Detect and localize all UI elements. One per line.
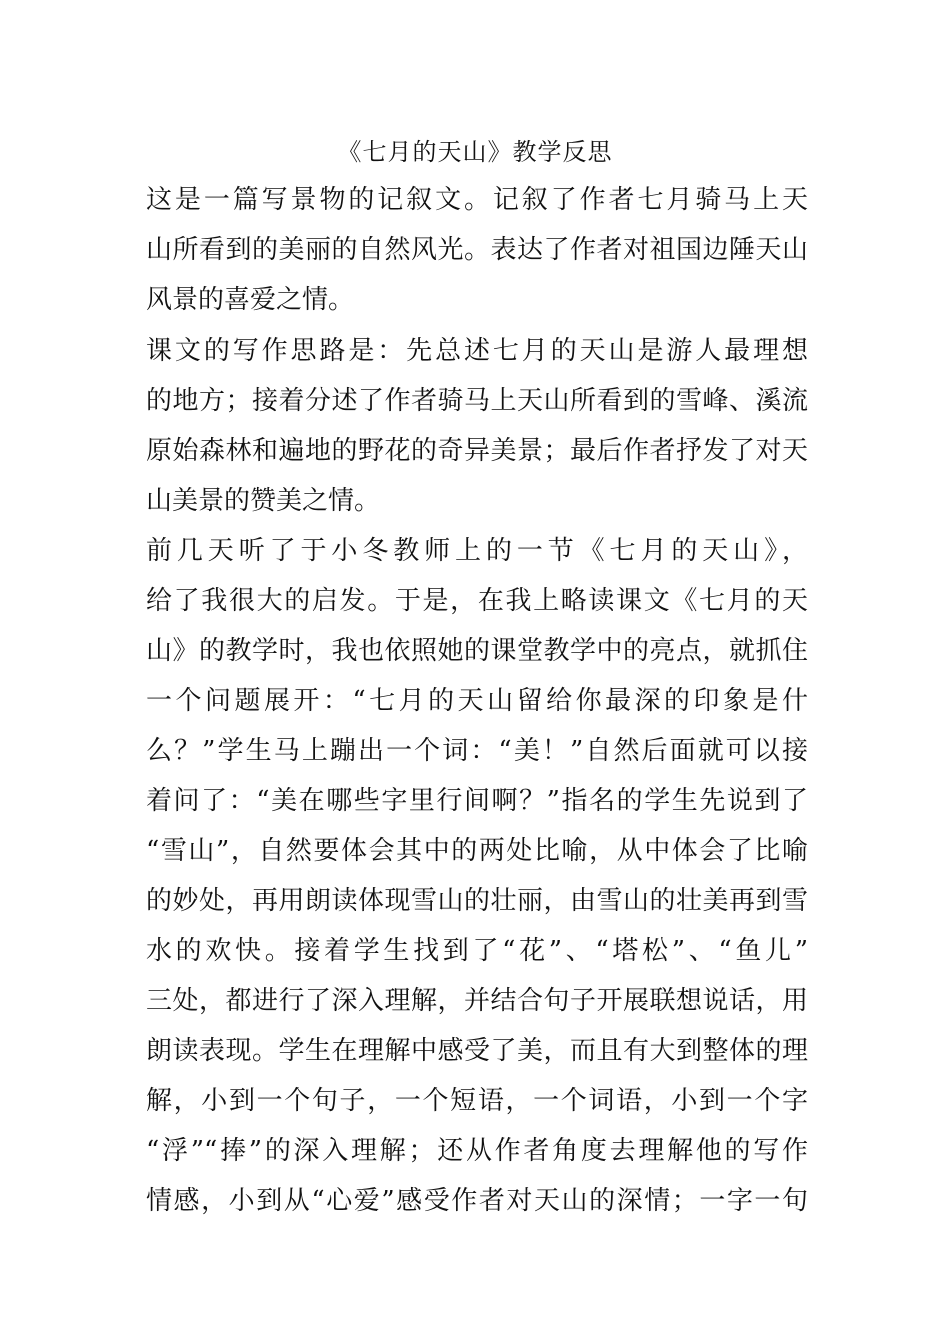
paragraph-line: 的妙处，再用朗读体现雪山的壮丽，由雪山的壮美再到雪: [146, 886, 808, 916]
paragraph-line: 情感，小到从“心爱”感受作者对天山的深情；一字一句: [146, 1186, 808, 1216]
paragraph-line: 山美景的赞美之情。: [146, 486, 381, 516]
paragraph-line: 给了我很大的启发。于是，在我上略读课文《七月的天: [146, 586, 808, 616]
paragraph-line: 朗读表现。学生在理解中感受了美，而且有大到整体的理: [146, 1036, 808, 1066]
paragraph-intro: [146, 175, 808, 325]
paragraph-line: 解，小到一个句子，一个短语，一个词语，小到一个字: [146, 1086, 808, 1116]
paragraph-line: 三处，都进行了深入理解，并结合句子开展联想说话，用: [146, 986, 808, 1016]
paragraph-line: 着问了：“美在哪些字里行间啊？”指名的学生先说到了: [146, 786, 808, 816]
paragraph-line: 水的欢快。接着学生找到了“花”、“塔松”、“鱼儿”: [146, 936, 808, 966]
paragraph-line: “浮”“捧”的深入理解；还从作者角度去理解他的写作: [146, 1136, 808, 1166]
paragraph-line: 么？”学生马上蹦出一个词：“美！”自然后面就可以接: [146, 736, 808, 766]
paragraph-reflection: [146, 526, 808, 1226]
paragraph-line: 一个问题展开：“七月的天山留给你最深的印象是什: [146, 686, 808, 716]
paragraph-line: 前几天听了于小冬教师上的一节《七月的天山》，: [146, 536, 808, 566]
paragraph-structure: [146, 326, 808, 526]
paragraph-line: 山》的教学时，我也依照她的课堂教学中的亮点，就抓住: [146, 636, 808, 666]
paragraph-line: 山所看到的美丽的自然风光。表达了作者对祖国边陲天山: [146, 235, 808, 265]
paragraph-line: “雪山”，自然要体会其中的两处比喻，从中体会了比喻: [146, 836, 808, 866]
paragraph-line: 的地方；接着分述了作者骑马上天山所看到的雪峰、溪流: [146, 386, 808, 416]
paragraph-line: 课文的写作思路是：先总述七月的天山是游人最理想: [146, 336, 808, 366]
document-title: 《七月的天山》教学反思: [337, 138, 613, 166]
paragraph-line: 风景的喜爱之情。: [146, 285, 355, 315]
paragraph-line: 这是一篇写景物的记叙文。记叙了作者七月骑马上天: [146, 185, 808, 215]
paragraph-line: 原始森林和遍地的野花的奇异美景；最后作者抒发了对天: [146, 436, 808, 466]
